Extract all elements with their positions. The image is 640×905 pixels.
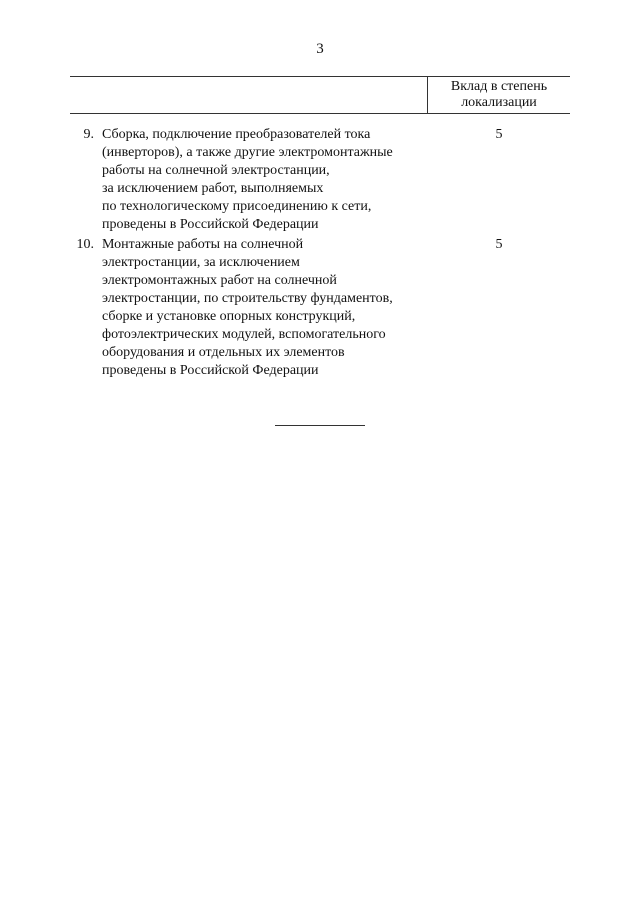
row-description-line: фотоэлектрических модулей, вспомогательного [102, 327, 386, 342]
row-number: 10. [76, 237, 94, 252]
row-description-line: оборудования и отдельных их элементов [102, 345, 345, 360]
row-number: 9. [83, 127, 94, 142]
row-description-line: работы на солнечной электростанции, [102, 163, 330, 178]
table-header [70, 76, 570, 114]
row-description-line: Монтажные работы на солнечной [102, 237, 304, 252]
row-description [102, 126, 432, 234]
row-description-line: электростанции, за исключением [102, 255, 300, 270]
row-description [102, 236, 432, 380]
document-end-rule [275, 425, 365, 426]
row-description-line: проведены в Российской Федерации [102, 217, 319, 232]
column-header-line-1: Вклад в степень [450, 79, 548, 94]
row-description-line: за исключением работ, выполняемых [102, 181, 324, 196]
row-localization-value: 5 [495, 127, 503, 142]
row-description-line: сборке и установке опорных конструкций, [102, 309, 356, 324]
row-description-line: проведены в Российской Федерации [102, 363, 319, 378]
column-header-line-2: локализации [461, 95, 537, 110]
row-description-line: по технологическому присоединению к сети, [102, 199, 372, 214]
column-header-localization [428, 79, 570, 111]
row-description-line: Сборка, подключение преобразователей тока [102, 127, 371, 142]
row-description-line: электромонтажных работ на солнечной [102, 273, 337, 288]
row-description-line: (инверторов), а также другие электромонтажные [102, 145, 393, 160]
row-description-line: электростанции, по строительству фундаментов, [102, 291, 393, 306]
page-number: 3 [316, 41, 324, 57]
row-localization-value: 5 [495, 237, 503, 252]
